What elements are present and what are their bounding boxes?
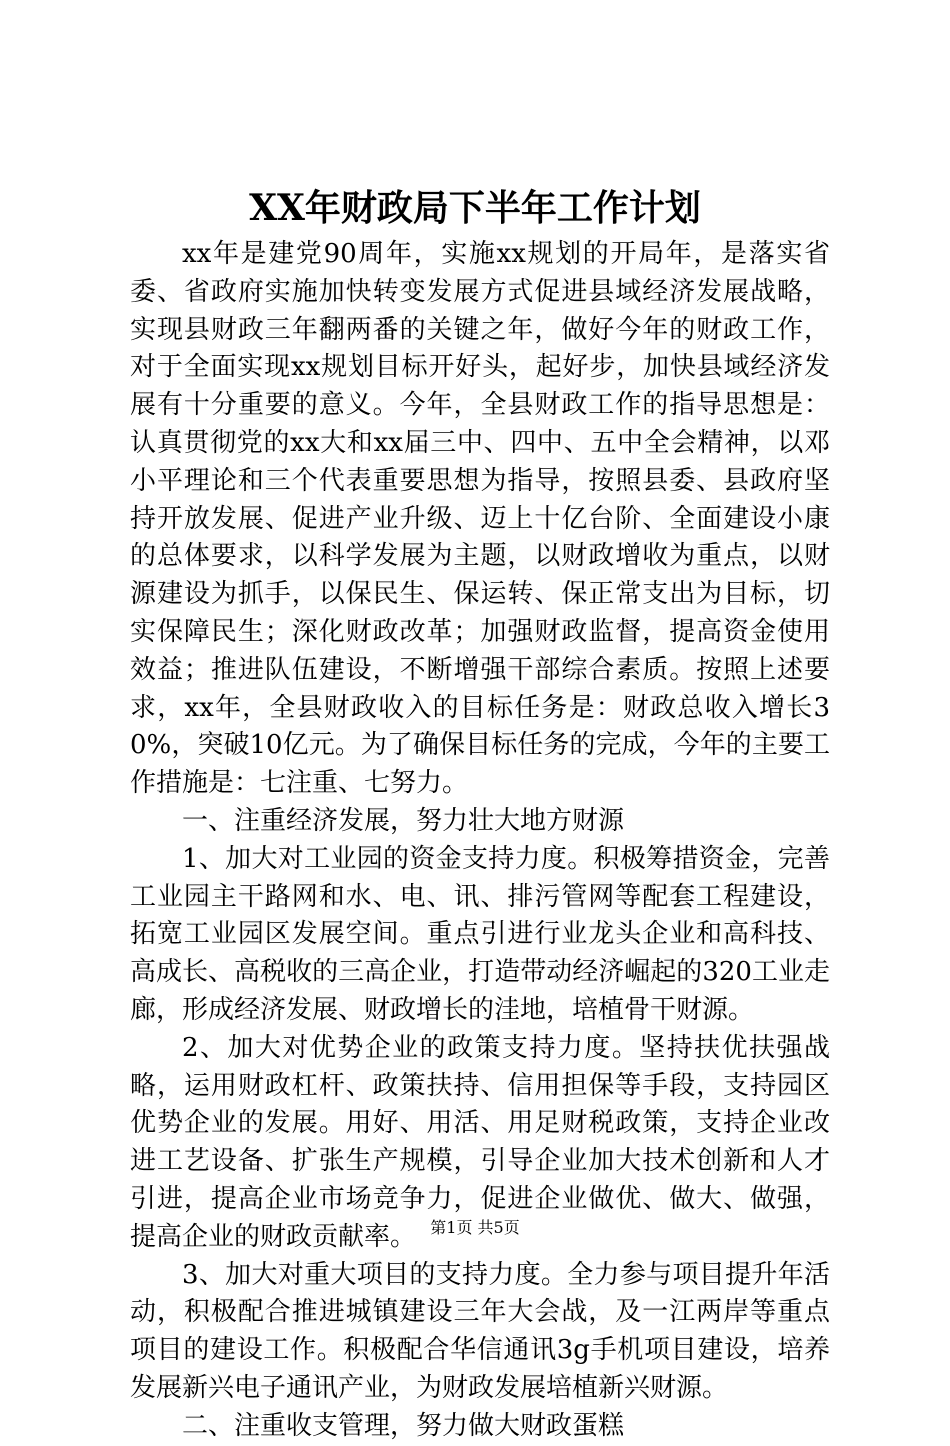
- document-body: [130, 236, 830, 1446]
- paragraph-item-2: 2、加大对优势企业的政策支持力度。坚持扶优扶强战略，运用财政杠杆、政策扶持、信用担保等手段，支持园区优势企业的发展。用好、用活、用足财税政策，支持企业改进工艺设备、扩张生产规模，引导企业加大技术创新和人才引进，提高企业市场竞争力，促进企业做优、做大、做强，提高企业的财政贡献率。: [130, 1032, 830, 1252]
- paragraph-item-3: 3、加大对重大项目的支持力度。全力参与项目提升年活动，积极配合推进城镇建设三年大会战，及一江两岸等重点项目的建设工作。积极配合华信通讯3g手机项目建设，培养发展新兴电子通讯产业，为财政发展培植新兴财源。: [130, 1259, 830, 1403]
- section-heading-1: 一、注重经济发展，努力壮大地方财源: [182, 805, 625, 836]
- section-heading-2: 二、注重收支管理，努力做大财政蛋糕: [182, 1410, 625, 1441]
- paragraph-item-1: 1、加大对工业园的资金支持力度。积极筹措资金，完善工业园主干路网和水、电、讯、排污管网等配套工程建设，拓宽工业园区发展空间。重点引进行业龙头企业和高科技、高成长、高税收的三高企业，打造带动经济崛起的320工业走廊，形成经济发展、财政增长的洼地，培植骨干财源。: [130, 843, 830, 1025]
- page-number-footer: 第1页 共5页: [430, 1218, 520, 1237]
- document-title: XX年财政局下半年工作计划: [249, 187, 701, 229]
- paragraph-intro: xx年是建党90周年，实施xx规划的开局年，是落实省委、省政府实施加快转变发展方式促进县域经济发展战略，实现县财政三年翻两番的关键之年，做好今年的财政工作，对于全面实现xx规划目标开好头，起好步，加快县域经济发展有十分重要的意义。今年，全县财政工作的指导思想是：认真贯彻党的xx大和xx届三中、四中、五中全会精神，以邓小平理论和三个代表重要思想为指导，按照县委、县政府坚持开放发展、促进产业升级、迈上十亿台阶、全面建设小康的总体要求，以科学发展为主题，以财政增收为重点，以财源建设为抓手，以保民生、保运转、保正常支出为目标，切实保障民生；深化财政改革；加强财政监督，提高资金使用效益；推进队伍建设，不断增强干部综合素质。按照上述要求，xx年，全县财政收入的目标任务是：财政总收入增长30%，突破10亿元。为了确保目标任务的完成，今年的主要工作措施是：七注重、七努力。: [130, 239, 830, 799]
